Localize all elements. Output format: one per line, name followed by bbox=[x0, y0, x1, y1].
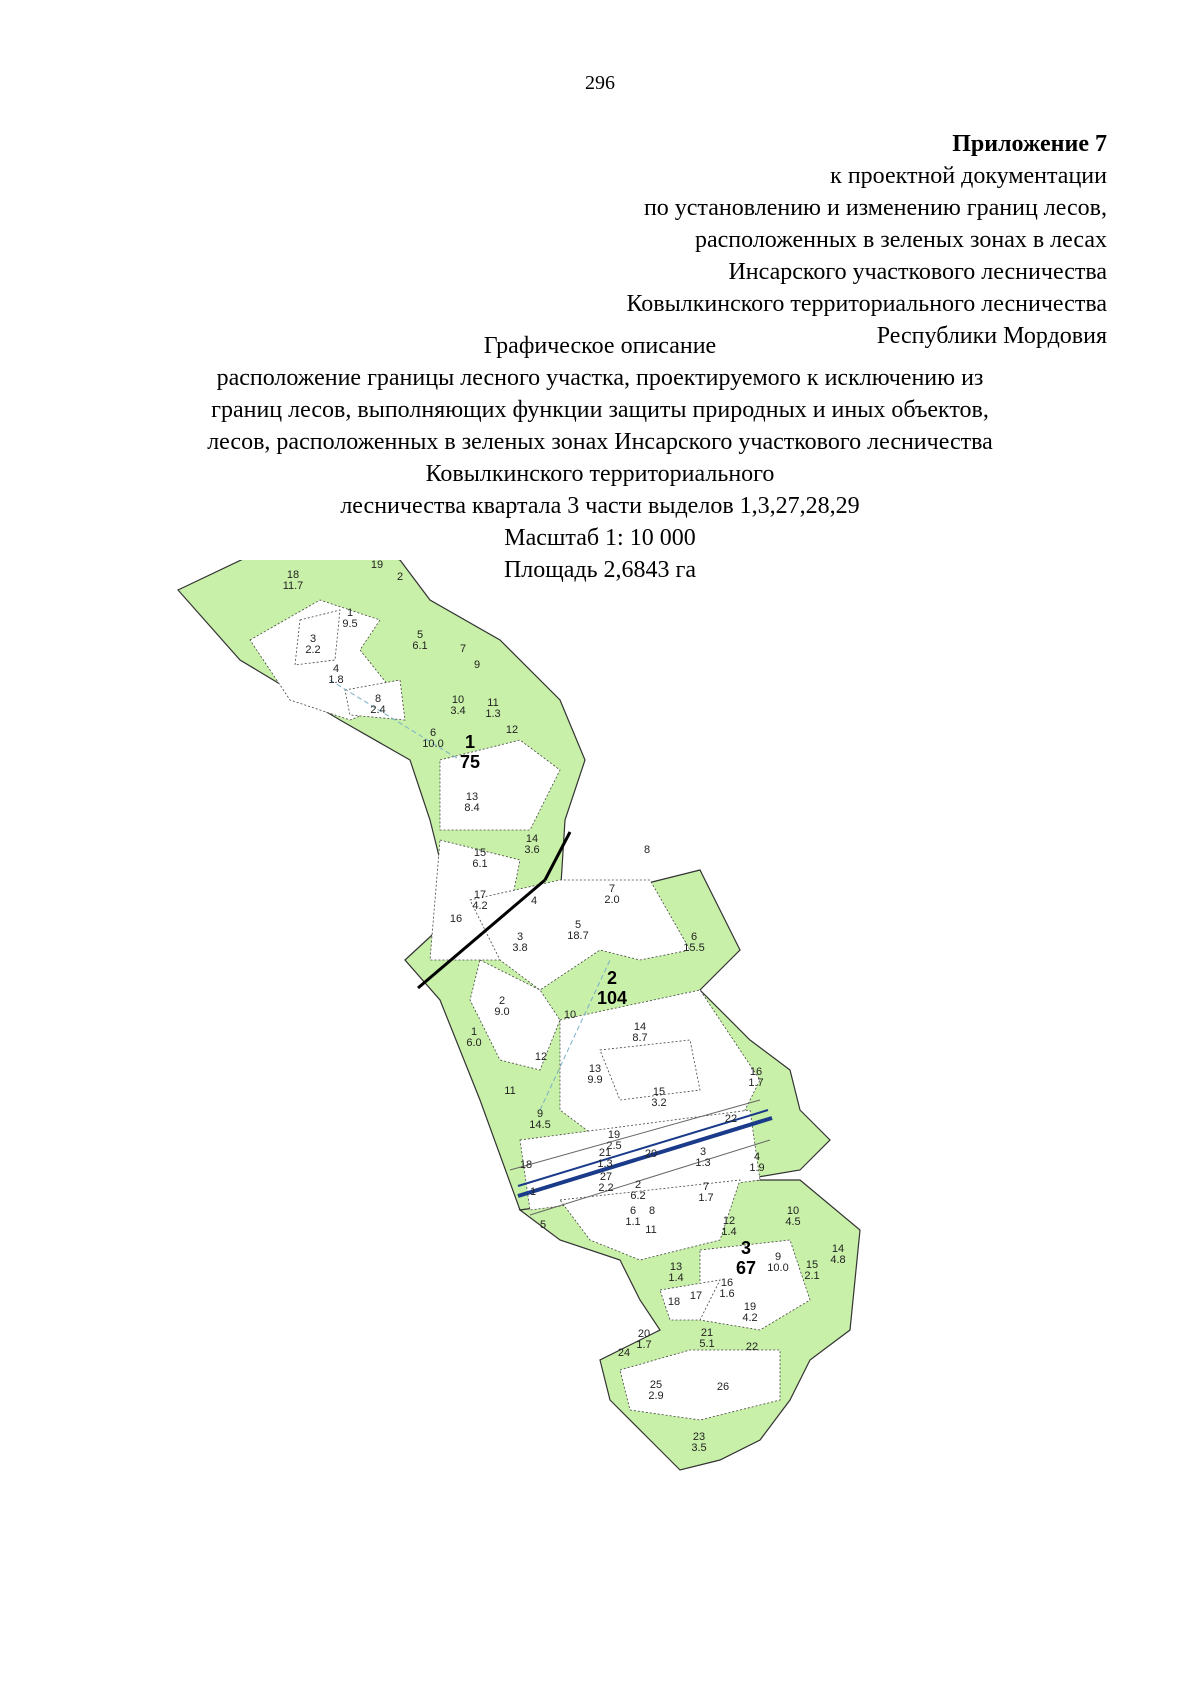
stand-number: 5 bbox=[416, 629, 424, 641]
stand-area: 4.5 bbox=[785, 1216, 801, 1228]
description-line: Ковылкинского территориального bbox=[425, 461, 775, 487]
stand-number: 16 bbox=[720, 1277, 734, 1289]
stand-number: 7 bbox=[702, 1181, 710, 1193]
stand-area: 8.7 bbox=[632, 1032, 648, 1044]
stand-area: 6.2 bbox=[630, 1190, 646, 1202]
stand-area: 6.1 bbox=[472, 858, 488, 870]
quarter-3-area-label: 67 bbox=[735, 1258, 757, 1278]
stand-area: 9.5 bbox=[342, 618, 358, 630]
graphic-description bbox=[0, 330, 1200, 586]
description-line: лесничества квартала 3 части выделов 1,3,27,28,29 bbox=[340, 493, 860, 519]
stand-area: 15.5 bbox=[683, 942, 705, 954]
stand-number: 11 bbox=[504, 1085, 516, 1097]
stand-area: 3.8 bbox=[512, 942, 528, 954]
stand-number: 27 bbox=[599, 1171, 613, 1183]
stand-number: 4 bbox=[753, 1151, 761, 1163]
stand-number: 3 bbox=[309, 633, 317, 645]
quarter-1-number: 1 bbox=[464, 732, 476, 752]
stand-area: 3.2 bbox=[651, 1097, 667, 1109]
stand-area: 1.9 bbox=[749, 1162, 765, 1174]
stand-number: 22 bbox=[745, 1341, 759, 1353]
stand-number: 15 bbox=[805, 1259, 819, 1271]
stand-number: 20 bbox=[637, 1328, 651, 1340]
stand-number: 17 bbox=[689, 1290, 703, 1302]
stand-number: 20 bbox=[644, 1148, 658, 1160]
stand-area: 1.1 bbox=[625, 1216, 641, 1228]
stand-number: 2 bbox=[396, 571, 404, 583]
appendix-header bbox=[626, 128, 1107, 352]
stand-number: 3 bbox=[516, 931, 524, 943]
stand-area: 3.6 bbox=[524, 844, 540, 856]
stand-area: 4.8 bbox=[830, 1254, 846, 1266]
stand-number: 9 bbox=[536, 1108, 544, 1120]
stand-area: 2.9 bbox=[648, 1390, 664, 1402]
stand-number: 15 bbox=[652, 1086, 666, 1098]
stand-number: 18 bbox=[519, 1159, 533, 1171]
appendix-line: Республики Мордовия bbox=[876, 323, 1107, 349]
stand-area: 8.4 bbox=[464, 802, 480, 814]
stand-number: 21 bbox=[700, 1327, 714, 1339]
stand-area: 5.1 bbox=[699, 1338, 715, 1350]
stand-number: 4 bbox=[530, 895, 538, 907]
stand-number: 22 bbox=[724, 1113, 738, 1125]
stand-number: 7 bbox=[459, 643, 467, 655]
stand-area: 1.8 bbox=[328, 674, 344, 686]
appendix-line: Инсарского участкового лесничества bbox=[728, 259, 1107, 285]
description-title: Графическое описание bbox=[483, 333, 717, 359]
stand-area: 1.3 bbox=[695, 1157, 711, 1169]
stand-number: 4 bbox=[332, 663, 340, 675]
stand-number: 26 bbox=[716, 1381, 730, 1393]
stand-area: 3.5 bbox=[691, 1442, 707, 1454]
stand-number: 25 bbox=[649, 1379, 663, 1391]
stand-area: 18.7 bbox=[567, 930, 589, 942]
stand-area: 1.7 bbox=[698, 1192, 714, 1204]
stand-area: 9.9 bbox=[587, 1074, 603, 1086]
stand-number: 7 bbox=[608, 883, 616, 895]
stand-number: 1 bbox=[470, 1026, 478, 1038]
stand-number: 24 bbox=[617, 1347, 631, 1359]
stand-area: 2.0 bbox=[604, 894, 620, 906]
stand-area: 6.0 bbox=[466, 1037, 482, 1049]
stand-area: 1.4 bbox=[668, 1272, 684, 1284]
stand-number: 9 bbox=[774, 1251, 782, 1263]
stand-number: 14 bbox=[525, 833, 539, 845]
stand-number: 13 bbox=[588, 1063, 602, 1075]
stand-number: 14 bbox=[831, 1243, 845, 1255]
page-number: 296 bbox=[585, 72, 615, 94]
stand-number: 19 bbox=[370, 560, 384, 571]
stand-number: 16 bbox=[449, 913, 463, 925]
stand-area: 1.4 bbox=[721, 1226, 737, 1238]
stand-number: 12 bbox=[505, 724, 519, 736]
stand-area: 9.0 bbox=[494, 1006, 510, 1018]
stand-number: 9 bbox=[473, 659, 481, 671]
stand-area: 1.6 bbox=[719, 1288, 735, 1300]
stand-number: 1 bbox=[346, 607, 354, 619]
stand-number: 19 bbox=[743, 1301, 757, 1313]
stand-number: 8 bbox=[648, 1205, 656, 1217]
stand-number: 19 bbox=[607, 1129, 621, 1141]
stand-area: 2.2 bbox=[598, 1182, 614, 1194]
appendix-line: Ковылкинского территориального лесничества bbox=[626, 291, 1107, 317]
stand-area: 14.5 bbox=[529, 1119, 551, 1131]
stand-area: 6.1 bbox=[412, 640, 428, 652]
stand-area: 1.7 bbox=[636, 1339, 652, 1351]
stand-number: 12 bbox=[722, 1215, 736, 1227]
forest-map bbox=[0, 560, 1200, 1590]
stand-area: 2.1 bbox=[804, 1270, 820, 1282]
stand-area: 11.7 bbox=[282, 580, 304, 592]
stand-number: 18 bbox=[286, 569, 300, 581]
stand-number: 3 bbox=[699, 1146, 707, 1158]
stand-area: 10.0 bbox=[767, 1262, 789, 1274]
area-text: Площадь 2,6843 га bbox=[503, 557, 697, 583]
stand-number: 11 bbox=[645, 1224, 657, 1236]
stand-area: 1.7 bbox=[748, 1077, 764, 1089]
stand-number: 10 bbox=[451, 694, 465, 706]
stand-number: 18 bbox=[667, 1296, 681, 1308]
description-line: лесов, расположенных в зеленых зонах Инсарского участкового лесничества bbox=[207, 429, 993, 455]
stand-number: 6 bbox=[690, 931, 698, 943]
stand-number: 14 bbox=[633, 1021, 647, 1033]
stand-area: 2.2 bbox=[305, 644, 321, 656]
stand-area: 1.3 bbox=[597, 1158, 613, 1170]
quarter-3-number: 3 bbox=[740, 1238, 752, 1258]
appendix-title: Приложение 7 bbox=[952, 131, 1107, 157]
quarter-2-area-label: 104 bbox=[596, 988, 628, 1008]
stand-number: 15 bbox=[473, 847, 487, 859]
stand-area: 2.4 bbox=[370, 704, 386, 716]
appendix-line: к проектной документации bbox=[830, 163, 1107, 189]
stand-number: 13 bbox=[465, 791, 479, 803]
stand-area: 10.0 bbox=[422, 738, 444, 750]
stand-area: 4.2 bbox=[472, 900, 488, 912]
stand-number: 2 bbox=[498, 995, 506, 1007]
description-line: расположение границы лесного участка, проектируемого к исключению из bbox=[216, 365, 984, 391]
description-line: границ лесов, выполняющих функции защиты природных и иных объектов, bbox=[211, 397, 989, 423]
stand-area: 4.2 bbox=[742, 1312, 758, 1324]
stand-number: 10 bbox=[563, 1009, 577, 1021]
stand-number: 8 bbox=[374, 693, 382, 705]
stand-number: 11 bbox=[487, 697, 499, 709]
stand-number: 6 bbox=[629, 1205, 637, 1217]
stand-number: 12 bbox=[534, 1051, 548, 1063]
stand-area: 2.5 bbox=[606, 1140, 622, 1152]
appendix-line: расположенных в зеленых зонах в лесах bbox=[695, 227, 1107, 253]
scale-text: Масштаб 1: 10 000 bbox=[504, 525, 696, 551]
stand-number: 17 bbox=[473, 889, 487, 901]
stand-area: 3.4 bbox=[450, 705, 466, 717]
stand-number: 5 bbox=[539, 1219, 547, 1231]
stand-area: 1.3 bbox=[485, 708, 501, 720]
stand-number: 2 bbox=[634, 1179, 642, 1191]
stand-number: 21 bbox=[598, 1147, 612, 1159]
quarter-1-area-label: 75 bbox=[459, 752, 481, 772]
stand-number: 23 bbox=[692, 1431, 706, 1443]
stand-number: 13 bbox=[669, 1261, 683, 1273]
stand-number: 10 bbox=[786, 1205, 800, 1217]
quarter-1-area bbox=[178, 560, 585, 915]
stand-number: 6 bbox=[429, 727, 437, 739]
quarter-2-number: 2 bbox=[606, 968, 618, 988]
appendix-line: по установлению и изменению границ лесов, bbox=[643, 195, 1107, 221]
stand-number: 8 bbox=[643, 844, 651, 856]
stand-number: 1 bbox=[529, 1186, 537, 1198]
stand-number: 16 bbox=[749, 1066, 763, 1078]
stand-number: 5 bbox=[574, 919, 582, 931]
